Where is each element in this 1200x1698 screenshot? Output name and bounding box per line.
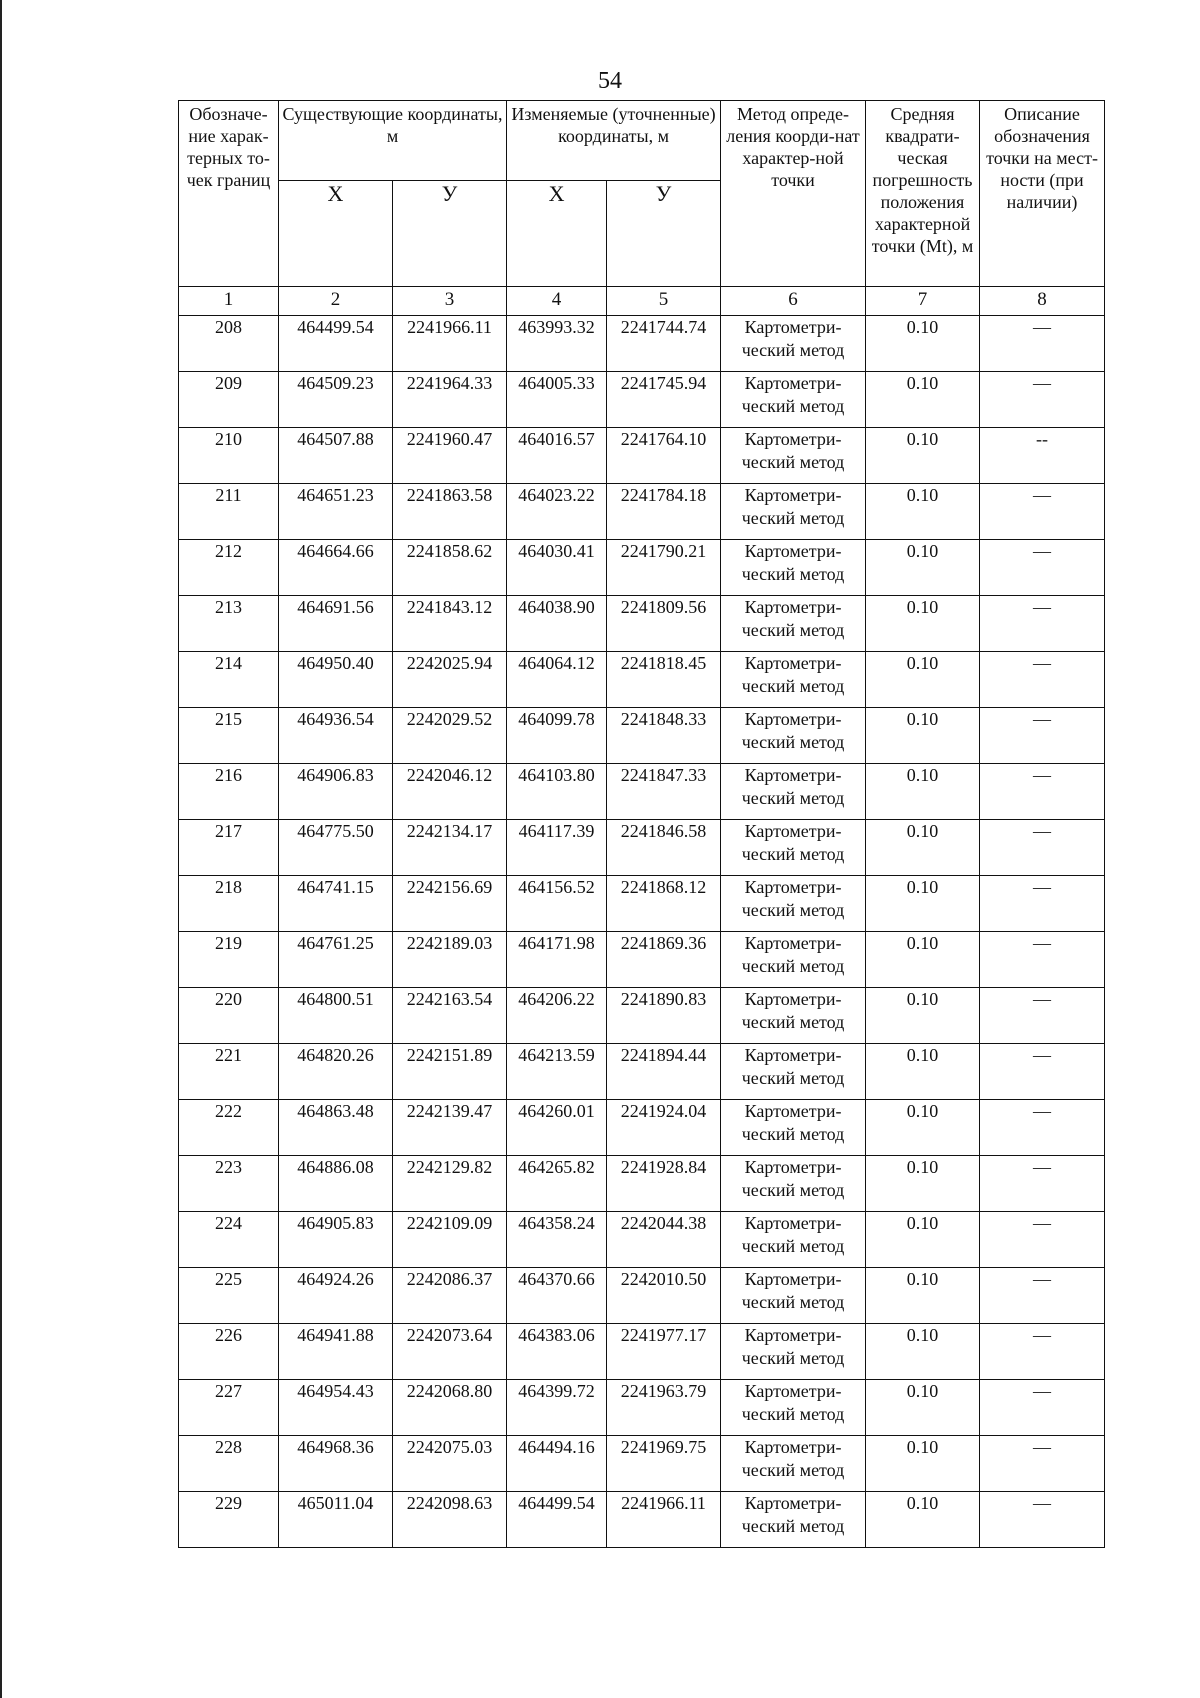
description-cell: — <box>980 1436 1105 1492</box>
point-cell: 218 <box>179 876 279 932</box>
error-cell: 0.10 <box>866 652 980 708</box>
description-cell: -- <box>980 428 1105 484</box>
x-changed-cell: 464038.90 <box>507 596 607 652</box>
column-number: 5 <box>607 287 721 316</box>
header-method: Метод опреде-ления коорди-нат характер-ной точки <box>721 101 866 287</box>
x-changed-cell: 464499.54 <box>507 1492 607 1548</box>
table-row <box>179 708 1105 764</box>
error-cell: 0.10 <box>866 1324 980 1380</box>
point-cell: 216 <box>179 764 279 820</box>
error-cell: 0.10 <box>866 1156 980 1212</box>
x-changed-cell: 464213.59 <box>507 1044 607 1100</box>
y-changed-cell: 2241848.33 <box>607 708 721 764</box>
description-cell: — <box>980 988 1105 1044</box>
table-row <box>179 1380 1105 1436</box>
method-cell: Картометри-ческий метод <box>721 876 866 932</box>
x-changed-cell: 464383.06 <box>507 1324 607 1380</box>
table-row <box>179 1212 1105 1268</box>
y-existing-cell: 2241843.12 <box>393 596 507 652</box>
description-cell: — <box>980 596 1105 652</box>
table-row <box>179 540 1105 596</box>
method-cell: Картометри-ческий метод <box>721 1268 866 1324</box>
header-y-existing: У <box>393 181 507 287</box>
y-changed-cell: 2242044.38 <box>607 1212 721 1268</box>
x-changed-cell: 464023.22 <box>507 484 607 540</box>
error-cell: 0.10 <box>866 1380 980 1436</box>
point-cell: 214 <box>179 652 279 708</box>
point-cell: 224 <box>179 1212 279 1268</box>
method-cell: Картометри-ческий метод <box>721 316 866 372</box>
description-cell: — <box>980 1324 1105 1380</box>
point-cell: 221 <box>179 1044 279 1100</box>
y-existing-cell: 2241863.58 <box>393 484 507 540</box>
x-existing-cell: 464741.15 <box>279 876 393 932</box>
point-cell: 229 <box>179 1492 279 1548</box>
point-cell: 219 <box>179 932 279 988</box>
y-existing-cell: 2242098.63 <box>393 1492 507 1548</box>
column-number: 1 <box>179 287 279 316</box>
point-cell: 208 <box>179 316 279 372</box>
error-cell: 0.10 <box>866 1268 980 1324</box>
error-cell: 0.10 <box>866 484 980 540</box>
table-row <box>179 372 1105 428</box>
header-point-designation: Обозначе-ние харак-терных то-чек границ <box>179 101 279 287</box>
x-existing-cell: 464936.54 <box>279 708 393 764</box>
y-changed-cell: 2241745.94 <box>607 372 721 428</box>
table-row <box>179 764 1105 820</box>
page-left-edge <box>0 0 2 1698</box>
x-changed-cell: 464260.01 <box>507 1100 607 1156</box>
table-row <box>179 1324 1105 1380</box>
method-cell: Картометри-ческий метод <box>721 428 866 484</box>
error-cell: 0.10 <box>866 708 980 764</box>
table-row <box>179 876 1105 932</box>
y-existing-cell: 2242151.89 <box>393 1044 507 1100</box>
error-cell: 0.10 <box>866 1044 980 1100</box>
error-cell: 0.10 <box>866 1212 980 1268</box>
x-existing-cell: 464950.40 <box>279 652 393 708</box>
y-changed-cell: 2241890.83 <box>607 988 721 1044</box>
y-existing-cell: 2242073.64 <box>393 1324 507 1380</box>
x-existing-cell: 464863.48 <box>279 1100 393 1156</box>
point-cell: 228 <box>179 1436 279 1492</box>
point-cell: 227 <box>179 1380 279 1436</box>
method-cell: Картометри-ческий метод <box>721 484 866 540</box>
x-existing-cell: 464775.50 <box>279 820 393 876</box>
y-changed-cell: 2241924.04 <box>607 1100 721 1156</box>
y-existing-cell: 2242109.09 <box>393 1212 507 1268</box>
y-existing-cell: 2242189.03 <box>393 932 507 988</box>
point-cell: 215 <box>179 708 279 764</box>
error-cell: 0.10 <box>866 876 980 932</box>
y-existing-cell: 2241966.11 <box>393 316 507 372</box>
x-existing-cell: 464761.25 <box>279 932 393 988</box>
description-cell: — <box>980 932 1105 988</box>
y-changed-cell: 2241969.75 <box>607 1436 721 1492</box>
column-number: 7 <box>866 287 980 316</box>
y-existing-cell: 2241858.62 <box>393 540 507 596</box>
y-changed-cell: 2241847.33 <box>607 764 721 820</box>
x-existing-cell: 464968.36 <box>279 1436 393 1492</box>
column-number: 6 <box>721 287 866 316</box>
y-existing-cell: 2242156.69 <box>393 876 507 932</box>
x-existing-cell: 464509.23 <box>279 372 393 428</box>
y-changed-cell: 2241869.36 <box>607 932 721 988</box>
y-existing-cell: 2241960.47 <box>393 428 507 484</box>
y-existing-cell: 2242086.37 <box>393 1268 507 1324</box>
method-cell: Картометри-ческий метод <box>721 1100 866 1156</box>
description-cell: — <box>980 1212 1105 1268</box>
column-number: 3 <box>393 287 507 316</box>
description-cell: — <box>980 1268 1105 1324</box>
x-changed-cell: 464030.41 <box>507 540 607 596</box>
x-changed-cell: 464171.98 <box>507 932 607 988</box>
point-cell: 223 <box>179 1156 279 1212</box>
y-changed-cell: 2241868.12 <box>607 876 721 932</box>
x-changed-cell: 464103.80 <box>507 764 607 820</box>
error-cell: 0.10 <box>866 988 980 1044</box>
description-cell: — <box>980 1380 1105 1436</box>
y-changed-cell: 2241744.74 <box>607 316 721 372</box>
header-y-changed: У <box>607 181 721 287</box>
y-existing-cell: 2242046.12 <box>393 764 507 820</box>
error-cell: 0.10 <box>866 932 980 988</box>
x-changed-cell: 464399.72 <box>507 1380 607 1436</box>
error-cell: 0.10 <box>866 428 980 484</box>
x-changed-cell: 464005.33 <box>507 372 607 428</box>
method-cell: Картометри-ческий метод <box>721 1380 866 1436</box>
error-cell: 0.10 <box>866 540 980 596</box>
description-cell: — <box>980 1044 1105 1100</box>
x-existing-cell: 464691.56 <box>279 596 393 652</box>
point-cell: 212 <box>179 540 279 596</box>
description-cell: — <box>980 708 1105 764</box>
y-changed-cell: 2241784.18 <box>607 484 721 540</box>
table-row <box>179 484 1105 540</box>
y-existing-cell: 2242075.03 <box>393 1436 507 1492</box>
column-number: 4 <box>507 287 607 316</box>
description-cell: — <box>980 1156 1105 1212</box>
point-cell: 222 <box>179 1100 279 1156</box>
x-changed-cell: 464494.16 <box>507 1436 607 1492</box>
x-changed-cell: 463993.32 <box>507 316 607 372</box>
description-cell: — <box>980 316 1105 372</box>
point-cell: 217 <box>179 820 279 876</box>
error-cell: 0.10 <box>866 764 980 820</box>
description-cell: — <box>980 1100 1105 1156</box>
table-row <box>179 1044 1105 1100</box>
x-existing-cell: 464507.88 <box>279 428 393 484</box>
table-row <box>179 1436 1105 1492</box>
table-body <box>179 316 1105 1548</box>
x-changed-cell: 464156.52 <box>507 876 607 932</box>
y-changed-cell: 2241963.79 <box>607 1380 721 1436</box>
table-row <box>179 428 1105 484</box>
method-cell: Картометри-ческий метод <box>721 596 866 652</box>
description-cell: — <box>980 372 1105 428</box>
point-cell: 225 <box>179 1268 279 1324</box>
y-existing-cell: 2242129.82 <box>393 1156 507 1212</box>
point-cell: 210 <box>179 428 279 484</box>
point-cell: 211 <box>179 484 279 540</box>
x-existing-cell: 464924.26 <box>279 1268 393 1324</box>
column-number: 2 <box>279 287 393 316</box>
y-changed-cell: 2241928.84 <box>607 1156 721 1212</box>
method-cell: Картометри-ческий метод <box>721 540 866 596</box>
x-changed-cell: 464206.22 <box>507 988 607 1044</box>
header-mean-square-error: Средняя квадрати-ческая погрешность положения характерной точки (Mt), м <box>866 101 980 287</box>
x-changed-cell: 464016.57 <box>507 428 607 484</box>
error-cell: 0.10 <box>866 1100 980 1156</box>
method-cell: Картометри-ческий метод <box>721 820 866 876</box>
coordinates-table <box>178 100 1105 1548</box>
y-changed-cell: 2241764.10 <box>607 428 721 484</box>
x-existing-cell: 464499.54 <box>279 316 393 372</box>
y-existing-cell: 2242139.47 <box>393 1100 507 1156</box>
x-existing-cell: 464820.26 <box>279 1044 393 1100</box>
y-changed-cell: 2241977.17 <box>607 1324 721 1380</box>
description-cell: — <box>980 1492 1105 1548</box>
table-row <box>179 1268 1105 1324</box>
x-changed-cell: 464370.66 <box>507 1268 607 1324</box>
description-cell: — <box>980 652 1105 708</box>
column-number: 8 <box>980 287 1105 316</box>
table-row <box>179 1492 1105 1548</box>
error-cell: 0.10 <box>866 372 980 428</box>
error-cell: 0.10 <box>866 1436 980 1492</box>
y-changed-cell: 2241894.44 <box>607 1044 721 1100</box>
description-cell: — <box>980 540 1105 596</box>
description-cell: — <box>980 484 1105 540</box>
method-cell: Картометри-ческий метод <box>721 1044 866 1100</box>
x-existing-cell: 464651.23 <box>279 484 393 540</box>
y-changed-cell: 2241846.58 <box>607 820 721 876</box>
method-cell: Картометри-ческий метод <box>721 372 866 428</box>
error-cell: 0.10 <box>866 316 980 372</box>
point-cell: 209 <box>179 372 279 428</box>
header-x-changed: X <box>507 181 607 287</box>
x-existing-cell: 464905.83 <box>279 1212 393 1268</box>
header-x-existing: X <box>279 181 393 287</box>
x-existing-cell: 464954.43 <box>279 1380 393 1436</box>
table-row <box>179 652 1105 708</box>
y-existing-cell: 2242068.80 <box>393 1380 507 1436</box>
method-cell: Картометри-ческий метод <box>721 1212 866 1268</box>
y-existing-cell: 2242134.17 <box>393 820 507 876</box>
method-cell: Картометри-ческий метод <box>721 764 866 820</box>
method-cell: Картометри-ческий метод <box>721 708 866 764</box>
y-changed-cell: 2242010.50 <box>607 1268 721 1324</box>
y-existing-cell: 2242029.52 <box>393 708 507 764</box>
table-row <box>179 1156 1105 1212</box>
y-existing-cell: 2242163.54 <box>393 988 507 1044</box>
error-cell: 0.10 <box>866 1492 980 1548</box>
x-changed-cell: 464117.39 <box>507 820 607 876</box>
method-cell: Картометри-ческий метод <box>721 1156 866 1212</box>
method-cell: Картометри-ческий метод <box>721 1324 866 1380</box>
x-changed-cell: 464099.78 <box>507 708 607 764</box>
y-changed-cell: 2241790.21 <box>607 540 721 596</box>
table-row <box>179 596 1105 652</box>
x-changed-cell: 464064.12 <box>507 652 607 708</box>
x-existing-cell: 464941.88 <box>279 1324 393 1380</box>
table-row <box>179 820 1105 876</box>
description-cell: — <box>980 876 1105 932</box>
method-cell: Картометри-ческий метод <box>721 932 866 988</box>
y-changed-cell: 2241809.56 <box>607 596 721 652</box>
method-cell: Картометри-ческий метод <box>721 988 866 1044</box>
header-existing-coordinates: Существующие координаты, м <box>279 101 507 181</box>
table-row <box>179 988 1105 1044</box>
table-row <box>179 932 1105 988</box>
point-cell: 213 <box>179 596 279 652</box>
method-cell: Картометри-ческий метод <box>721 652 866 708</box>
error-cell: 0.10 <box>866 596 980 652</box>
x-existing-cell: 465011.04 <box>279 1492 393 1548</box>
header-description: Описание обозначения точки на мест-ности (при наличии) <box>980 101 1105 287</box>
y-changed-cell: 2241966.11 <box>607 1492 721 1548</box>
table-row <box>179 1100 1105 1156</box>
method-cell: Картометри-ческий метод <box>721 1436 866 1492</box>
column-numbers-row <box>179 287 1105 316</box>
table-row <box>179 316 1105 372</box>
x-existing-cell: 464800.51 <box>279 988 393 1044</box>
x-existing-cell: 464906.83 <box>279 764 393 820</box>
description-cell: — <box>980 820 1105 876</box>
error-cell: 0.10 <box>866 820 980 876</box>
description-cell: — <box>980 764 1105 820</box>
point-cell: 220 <box>179 988 279 1044</box>
x-existing-cell: 464886.08 <box>279 1156 393 1212</box>
y-existing-cell: 2242025.94 <box>393 652 507 708</box>
y-existing-cell: 2241964.33 <box>393 372 507 428</box>
page-number: 54 <box>598 68 622 94</box>
x-changed-cell: 464265.82 <box>507 1156 607 1212</box>
point-cell: 226 <box>179 1324 279 1380</box>
header-changed-coordinates: Изменяемые (уточненные) координаты, м <box>507 101 721 181</box>
x-existing-cell: 464664.66 <box>279 540 393 596</box>
x-changed-cell: 464358.24 <box>507 1212 607 1268</box>
method-cell: Картометри-ческий метод <box>721 1492 866 1548</box>
y-changed-cell: 2241818.45 <box>607 652 721 708</box>
